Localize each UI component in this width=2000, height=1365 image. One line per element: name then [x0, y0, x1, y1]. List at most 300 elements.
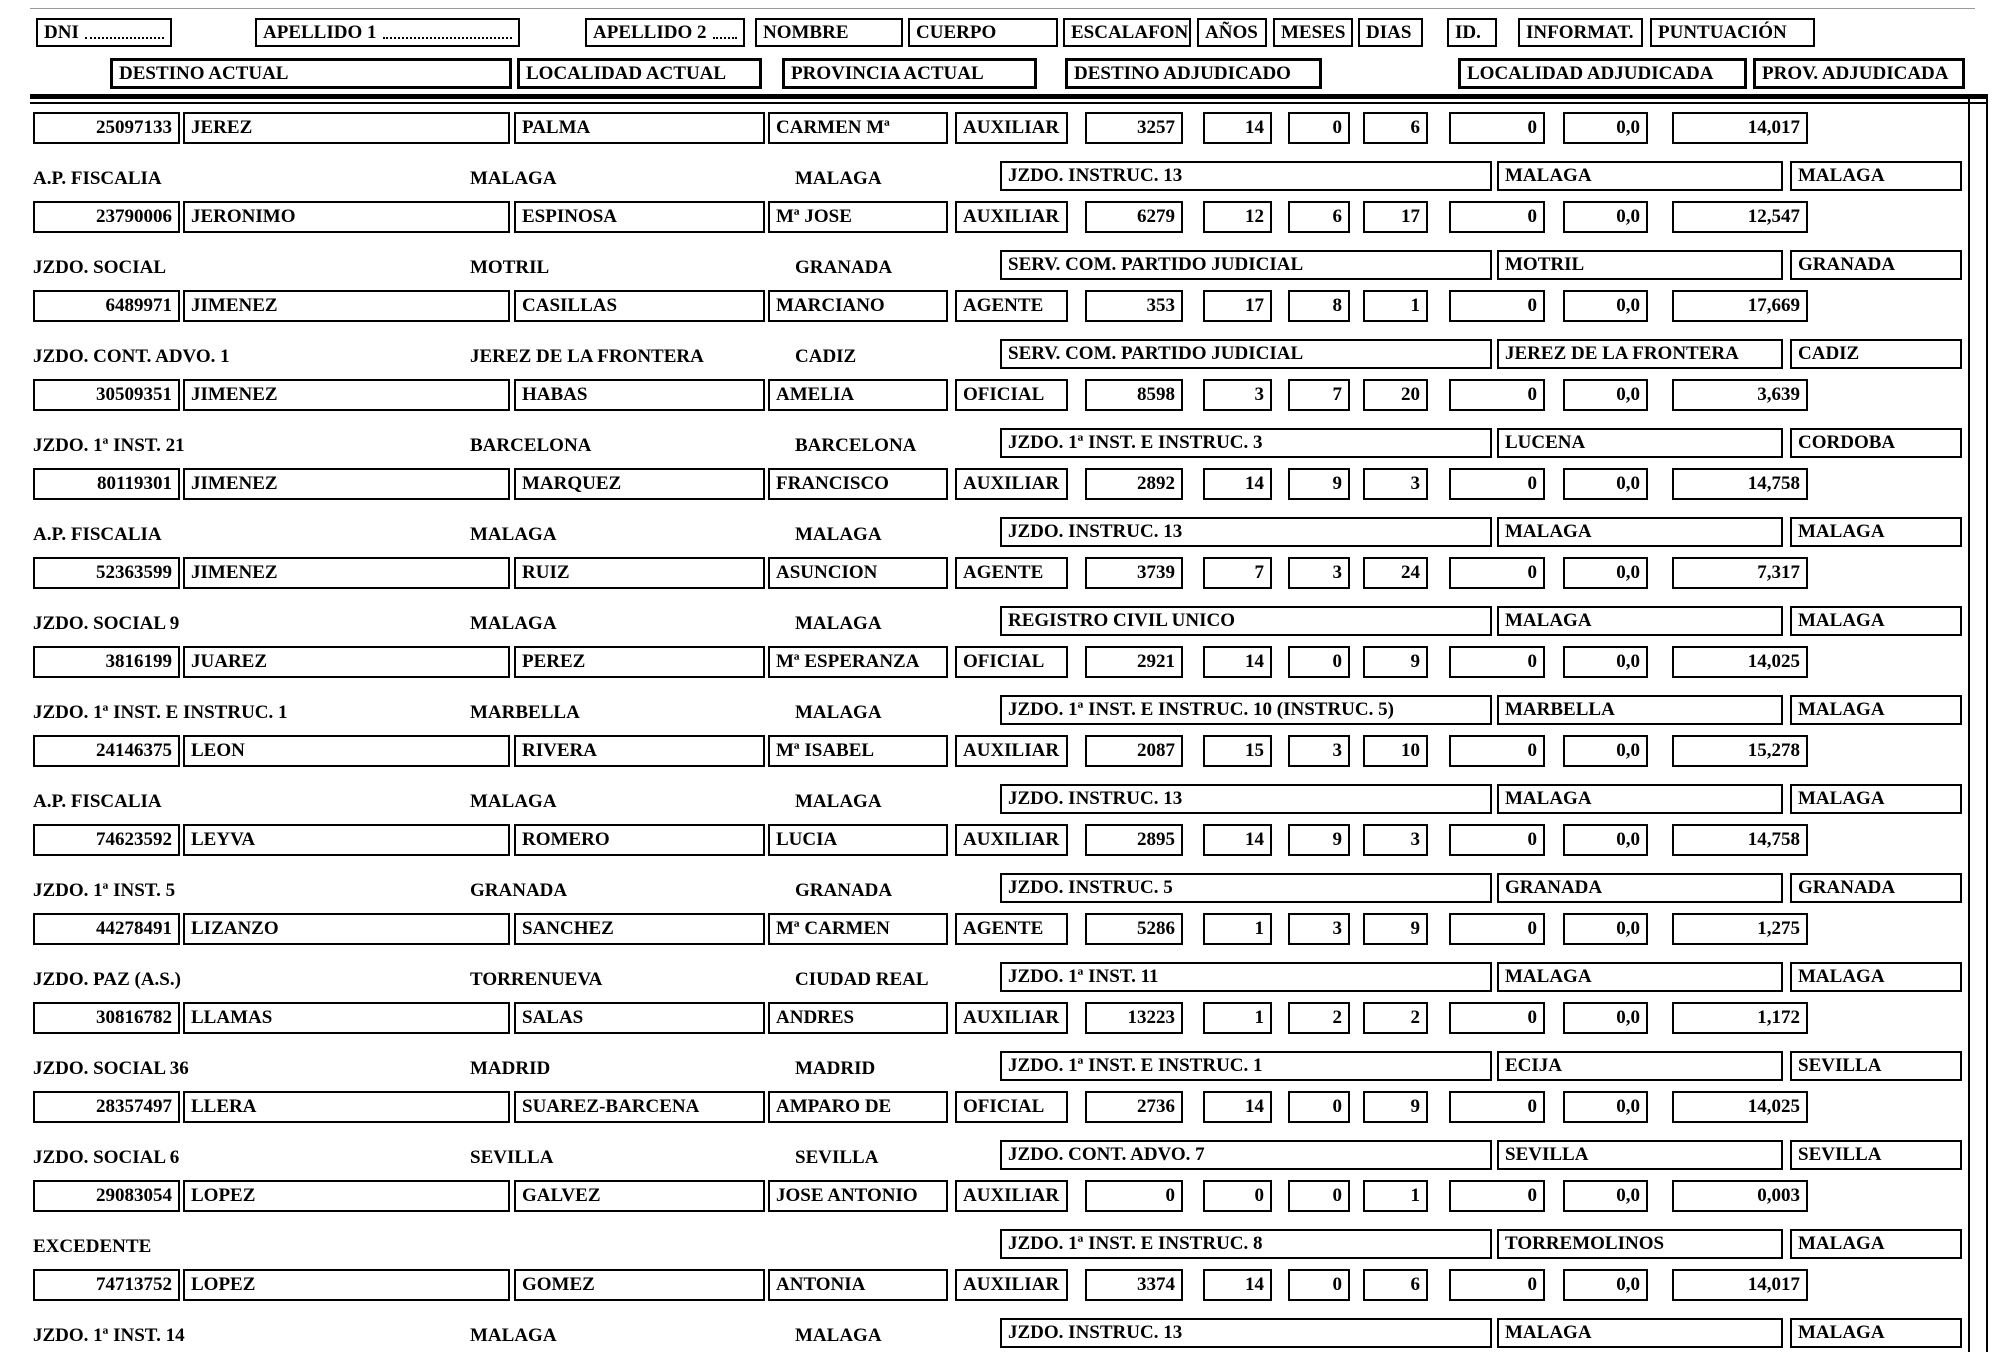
localidad-adjudicada-value: MOTRIL — [1497, 250, 1783, 280]
dni-value: 6489971 — [33, 290, 180, 322]
meses-value: 6 — [1288, 201, 1350, 233]
record-row — [0, 735, 2000, 824]
apellido1-value: LEYVA — [183, 824, 510, 856]
cuerpo-value: OFICIAL — [955, 646, 1068, 678]
nombre-value: LUCIA — [768, 824, 948, 856]
dotted-fill — [713, 26, 738, 40]
destino-actual-value: JZDO. SOCIAL — [33, 257, 167, 278]
informat-value: 0,0 — [1563, 290, 1648, 322]
destino-actual-value: A.P. FISCALIA — [33, 524, 162, 545]
record-row — [0, 1091, 2000, 1180]
provincia-actual-value: GRANADA — [795, 880, 893, 901]
header-escalafon — [1063, 18, 1191, 47]
apellido1-value: LLAMAS — [183, 1002, 510, 1034]
prov-adjudicada-value: MALAGA — [1790, 161, 1962, 191]
cuerpo-value: AUXILIAR — [955, 1002, 1068, 1034]
meses-value: 3 — [1288, 735, 1350, 767]
dni-value: 29083054 — [33, 1180, 180, 1212]
destino-actual-value: JZDO. PAZ (A.S.) — [33, 969, 181, 990]
escalafon-value: 3257 — [1085, 112, 1183, 144]
anos-value: 17 — [1203, 290, 1272, 322]
record-row — [0, 112, 2000, 201]
meses-value: 2 — [1288, 1002, 1350, 1034]
destino-actual-value: JZDO. CONT. ADVO. 1 — [33, 346, 230, 367]
id-value: 0 — [1449, 1269, 1545, 1301]
destino-adjudicado-value: JZDO. INSTRUC. 13 — [1000, 161, 1492, 191]
provincia-actual-value: MALAGA — [795, 524, 882, 545]
prov-adjudicada-value: GRANADA — [1790, 873, 1962, 903]
dias-value: 24 — [1363, 557, 1428, 589]
informat-value: 0,0 — [1563, 735, 1648, 767]
meses-value: 9 — [1288, 468, 1350, 500]
header-informat — [1518, 18, 1643, 47]
apellido2-value: MARQUEZ — [514, 468, 765, 500]
anos-value: 1 — [1203, 1002, 1272, 1034]
apellido2-value: PALMA — [514, 112, 765, 144]
dias-value: 3 — [1363, 824, 1428, 856]
destino-adjudicado-value: JZDO. INSTRUC. 13 — [1000, 1318, 1492, 1348]
escalafon-value: 2921 — [1085, 646, 1183, 678]
anos-value: 0 — [1203, 1180, 1272, 1212]
anos-value: 14 — [1203, 1091, 1272, 1123]
provincia-actual-value: MALAGA — [795, 613, 882, 634]
nombre-value: Mª JOSE — [768, 201, 948, 233]
informat-value: 0,0 — [1563, 1180, 1648, 1212]
informat-value: 0,0 — [1563, 112, 1648, 144]
provincia-actual-value: MALAGA — [795, 168, 882, 189]
header-meses-label: MESES — [1281, 21, 1346, 43]
header-dias — [1358, 18, 1423, 47]
dias-value: 17 — [1363, 201, 1428, 233]
dias-value: 1 — [1363, 1180, 1428, 1212]
cuerpo-value: OFICIAL — [955, 379, 1068, 411]
meses-value: 3 — [1288, 913, 1350, 945]
destino-actual-value: JZDO. 1ª INST. 14 — [33, 1325, 185, 1346]
header-id-label: ID. — [1455, 21, 1481, 43]
localidad-actual-value: JEREZ DE LA FRONTERA — [470, 346, 704, 367]
provincia-actual-value — [795, 1232, 995, 1262]
header-meses — [1273, 18, 1353, 47]
id-value: 0 — [1449, 557, 1545, 589]
informat-value: 0,0 — [1563, 913, 1648, 945]
apellido1-value: LEON — [183, 735, 510, 767]
apellido1-value: JIMENEZ — [183, 379, 510, 411]
localidad-actual-value: MARBELLA — [470, 702, 580, 723]
record-row — [0, 1180, 2000, 1269]
dni-value: 30509351 — [33, 379, 180, 411]
nombre-value: FRANCISCO — [768, 468, 948, 500]
puntuacion-value: 14,025 — [1672, 1091, 1808, 1123]
localidad-adjudicada-value: SEVILLA — [1497, 1140, 1783, 1170]
prov-adjudicada-value: MALAGA — [1790, 1318, 1962, 1348]
page-top-rule — [30, 8, 1975, 9]
escalafon-value: 2892 — [1085, 468, 1183, 500]
dias-value: 10 — [1363, 735, 1428, 767]
puntuacion-value: 1,172 — [1672, 1002, 1808, 1034]
nombre-value: Mª CARMEN — [768, 913, 948, 945]
apellido2-value: SALAS — [514, 1002, 765, 1034]
record-row — [0, 379, 2000, 468]
informat-value: 0,0 — [1563, 201, 1648, 233]
puntuacion-value: 14,017 — [1672, 1269, 1808, 1301]
prov-adjudicada-value: SEVILLA — [1790, 1051, 1962, 1081]
destino-adjudicado-value: SERV. COM. PARTIDO JUDICIAL — [1000, 339, 1492, 369]
puntuacion-value: 14,758 — [1672, 468, 1808, 500]
informat-value: 0,0 — [1563, 824, 1648, 856]
header-anos — [1197, 18, 1267, 47]
apellido2-value: GOMEZ — [514, 1269, 765, 1301]
cuerpo-value: AUXILIAR — [955, 824, 1068, 856]
meses-value: 0 — [1288, 646, 1350, 678]
nombre-value: Mª ISABEL — [768, 735, 948, 767]
localidad-actual-value: GRANADA — [470, 880, 568, 901]
puntuacion-value: 1,275 — [1672, 913, 1808, 945]
apellido1-value: LIZANZO — [183, 913, 510, 945]
apellido1-value: LOPEZ — [183, 1180, 510, 1212]
cuerpo-value: AUXILIAR — [955, 112, 1068, 144]
provincia-actual-value: SEVILLA — [795, 1147, 879, 1168]
header-separator-thin-rule — [30, 102, 1988, 104]
cuerpo-value: AGENTE — [955, 557, 1068, 589]
apellido1-value: JIMENEZ — [183, 557, 510, 589]
localidad-actual-value: MADRID — [470, 1058, 551, 1079]
header-dni-label: DNI — [44, 21, 79, 43]
destino-actual-value: JZDO. SOCIAL 9 — [33, 613, 180, 634]
record-row — [0, 290, 2000, 379]
record-row — [0, 1269, 2000, 1358]
destino-adjudicado-value: JZDO. CONT. ADVO. 7 — [1000, 1140, 1492, 1170]
apellido2-value: RUIZ — [514, 557, 765, 589]
prov-adjudicada-value: MALAGA — [1790, 962, 1962, 992]
localidad-adjudicada-value: JEREZ DE LA FRONTERA — [1497, 339, 1783, 369]
informat-value: 0,0 — [1563, 379, 1648, 411]
record-row — [0, 824, 2000, 913]
dni-value: 80119301 — [33, 468, 180, 500]
provincia-actual-value: CIUDAD REAL — [795, 969, 929, 990]
dias-value: 3 — [1363, 468, 1428, 500]
apellido2-value: SANCHEZ — [514, 913, 765, 945]
cuerpo-value: AGENTE — [955, 290, 1068, 322]
dni-value: 25097133 — [33, 112, 180, 144]
escalafon-value: 5286 — [1085, 913, 1183, 945]
informat-value: 0,0 — [1563, 1269, 1648, 1301]
header-nombre-label: NOMBRE — [763, 21, 849, 43]
localidad-actual-value: MOTRIL — [470, 257, 550, 278]
dni-value: 23790006 — [33, 201, 180, 233]
meses-value: 0 — [1288, 112, 1350, 144]
header-provincia-actual: PROVINCIA ACTUAL — [782, 58, 1037, 89]
provincia-actual-value: MALAGA — [795, 791, 882, 812]
informat-value: 0,0 — [1563, 1002, 1648, 1034]
prov-adjudicada-value: CADIZ — [1790, 339, 1962, 369]
header-apellido2 — [585, 18, 745, 47]
provincia-actual-value: MADRID — [795, 1058, 876, 1079]
cuerpo-value: AGENTE — [955, 913, 1068, 945]
meses-value: 0 — [1288, 1180, 1350, 1212]
apellido2-value: HABAS — [514, 379, 765, 411]
localidad-adjudicada-value: MALAGA — [1497, 784, 1783, 814]
localidad-adjudicada-value: GRANADA — [1497, 873, 1783, 903]
cuerpo-value: OFICIAL — [955, 1091, 1068, 1123]
apellido2-value: GALVEZ — [514, 1180, 765, 1212]
meses-value: 0 — [1288, 1269, 1350, 1301]
dotted-fill — [85, 26, 164, 40]
localidad-actual-value: MALAGA — [470, 791, 557, 812]
id-value: 0 — [1449, 1002, 1545, 1034]
nombre-value: ASUNCION — [768, 557, 948, 589]
informat-value: 0,0 — [1563, 557, 1648, 589]
id-value: 0 — [1449, 468, 1545, 500]
destino-adjudicado-value: JZDO. INSTRUC. 13 — [1000, 517, 1492, 547]
id-value: 0 — [1449, 290, 1545, 322]
apellido1-value: JIMENEZ — [183, 468, 510, 500]
prov-adjudicada-value: MALAGA — [1790, 606, 1962, 636]
apellido1-value: JERONIMO — [183, 201, 510, 233]
anos-value: 14 — [1203, 112, 1272, 144]
id-value: 0 — [1449, 735, 1545, 767]
escalafon-value: 8598 — [1085, 379, 1183, 411]
localidad-actual-value: MALAGA — [470, 168, 557, 189]
informat-value: 0,0 — [1563, 1091, 1648, 1123]
header-anos-label: AÑOS — [1205, 21, 1258, 43]
localidad-actual-value: BARCELONA — [470, 435, 592, 456]
dias-value: 1 — [1363, 290, 1428, 322]
header-prov-adjudicada: PROV. ADJUDICADA — [1753, 58, 1965, 89]
meses-value: 3 — [1288, 557, 1350, 589]
meses-value: 9 — [1288, 824, 1350, 856]
anos-value: 12 — [1203, 201, 1272, 233]
puntuacion-value: 14,017 — [1672, 112, 1808, 144]
puntuacion-value: 12,547 — [1672, 201, 1808, 233]
dias-value: 9 — [1363, 646, 1428, 678]
prov-adjudicada-value: MALAGA — [1790, 517, 1962, 547]
meses-value: 7 — [1288, 379, 1350, 411]
record-row — [0, 468, 2000, 557]
dias-value: 6 — [1363, 1269, 1428, 1301]
destino-adjudicado-value: JZDO. 1ª INST. E INSTRUC. 8 — [1000, 1229, 1492, 1259]
provincia-actual-value: MALAGA — [795, 702, 882, 723]
apellido1-value: LOPEZ — [183, 1269, 510, 1301]
puntuacion-value: 14,758 — [1672, 824, 1808, 856]
informat-value: 0,0 — [1563, 646, 1648, 678]
puntuacion-value: 17,669 — [1672, 290, 1808, 322]
dni-value: 44278491 — [33, 913, 180, 945]
nombre-value: Mª ESPERANZA — [768, 646, 948, 678]
header-dni — [36, 18, 172, 47]
anos-value: 14 — [1203, 468, 1272, 500]
header-cuerpo-label: CUERPO — [916, 21, 997, 43]
provincia-actual-value: BARCELONA — [795, 435, 917, 456]
apellido1-value: LLERA — [183, 1091, 510, 1123]
nombre-value: CARMEN Mª — [768, 112, 948, 144]
anos-value: 14 — [1203, 824, 1272, 856]
header-puntuacion-label: PUNTUACIÓN — [1658, 21, 1787, 43]
header-apellido1-label: APELLIDO 1 — [263, 21, 377, 43]
puntuacion-value: 14,025 — [1672, 646, 1808, 678]
record-row — [0, 913, 2000, 1002]
prov-adjudicada-value: GRANADA — [1790, 250, 1962, 280]
apellido2-value: SUAREZ-BARCENA — [514, 1091, 765, 1123]
puntuacion-value: 3,639 — [1672, 379, 1808, 411]
localidad-adjudicada-value: ECIJA — [1497, 1051, 1783, 1081]
provincia-actual-value: GRANADA — [795, 257, 893, 278]
localidad-adjudicada-value: MALAGA — [1497, 1318, 1783, 1348]
id-value: 0 — [1449, 112, 1545, 144]
destino-actual-value: A.P. FISCALIA — [33, 791, 162, 812]
id-value: 0 — [1449, 1180, 1545, 1212]
header-apellido2-label: APELLIDO 2 — [593, 21, 707, 43]
header-localidad-actual: LOCALIDAD ACTUAL — [517, 58, 762, 89]
record-row — [0, 646, 2000, 735]
localidad-adjudicada-value: MALAGA — [1497, 517, 1783, 547]
prov-adjudicada-value: MALAGA — [1790, 695, 1962, 725]
localidad-actual-value: MALAGA — [470, 524, 557, 545]
nombre-value: MARCIANO — [768, 290, 948, 322]
prov-adjudicada-value: MALAGA — [1790, 784, 1962, 814]
destino-actual-value: JZDO. 1ª INST. E INSTRUC. 1 — [33, 702, 288, 723]
dias-value: 6 — [1363, 112, 1428, 144]
anos-value: 14 — [1203, 1269, 1272, 1301]
nombre-value: ANDRES — [768, 1002, 948, 1034]
destino-adjudicado-value: JZDO. INSTRUC. 5 — [1000, 873, 1492, 903]
destino-actual-value: JZDO. SOCIAL 36 — [33, 1058, 189, 1079]
destino-actual-value: EXCEDENTE — [33, 1236, 152, 1257]
anos-value: 14 — [1203, 646, 1272, 678]
nombre-value: AMELIA — [768, 379, 948, 411]
escalafon-value: 2087 — [1085, 735, 1183, 767]
meses-value: 0 — [1288, 1091, 1350, 1123]
header-destino-actual: DESTINO ACTUAL — [110, 58, 512, 89]
header-localidad-adjudicada: LOCALIDAD ADJUDICADA — [1458, 58, 1747, 89]
dni-value: 30816782 — [33, 1002, 180, 1034]
header-id — [1447, 18, 1497, 47]
header-cuerpo — [908, 18, 1058, 47]
cuerpo-value: AUXILIAR — [955, 468, 1068, 500]
header-separator-thick-rule — [30, 94, 1988, 99]
provincia-actual-value: MALAGA — [795, 1325, 882, 1346]
meses-value: 8 — [1288, 290, 1350, 322]
prov-adjudicada-value: MALAGA — [1790, 1229, 1962, 1259]
provincia-actual-value: CADIZ — [795, 346, 857, 367]
dias-value: 9 — [1363, 1091, 1428, 1123]
id-value: 0 — [1449, 379, 1545, 411]
record-row — [0, 201, 2000, 290]
localidad-actual-value — [470, 1232, 790, 1262]
header-escalafon-label: ESCALAFON — [1071, 21, 1189, 43]
dni-value: 74623592 — [33, 824, 180, 856]
dni-value: 28357497 — [33, 1091, 180, 1123]
header-dias-label: DIAS — [1366, 21, 1412, 43]
cuerpo-value: AUXILIAR — [955, 1269, 1068, 1301]
nombre-value: ANTONIA — [768, 1269, 948, 1301]
localidad-actual-value: MALAGA — [470, 613, 557, 634]
records-container — [0, 112, 2000, 1358]
header-apellido1 — [255, 18, 520, 47]
localidad-adjudicada-value: TORREMOLINOS — [1497, 1229, 1783, 1259]
nombre-value: JOSE ANTONIO — [768, 1180, 948, 1212]
anos-value: 7 — [1203, 557, 1272, 589]
id-value: 0 — [1449, 913, 1545, 945]
informat-value: 0,0 — [1563, 468, 1648, 500]
apellido2-value: RIVERA — [514, 735, 765, 767]
id-value: 0 — [1449, 646, 1545, 678]
destino-adjudicado-value: JZDO. 1ª INST. E INSTRUC. 1 — [1000, 1051, 1492, 1081]
dni-value: 3816199 — [33, 646, 180, 678]
escalafon-value: 2895 — [1085, 824, 1183, 856]
dni-value: 74713752 — [33, 1269, 180, 1301]
destino-actual-value: JZDO. 1ª INST. 21 — [33, 435, 185, 456]
header-informat-label: INFORMAT. — [1526, 21, 1634, 43]
apellido1-value: JEREZ — [183, 112, 510, 144]
localidad-actual-value: MALAGA — [470, 1325, 557, 1346]
dni-value: 52363599 — [33, 557, 180, 589]
header-nombre — [755, 18, 903, 47]
cuerpo-value: AUXILIAR — [955, 735, 1068, 767]
localidad-adjudicada-value: LUCENA — [1497, 428, 1783, 458]
dni-value: 24146375 — [33, 735, 180, 767]
apellido2-value: ESPINOSA — [514, 201, 765, 233]
destino-adjudicado-value: JZDO. 1ª INST. E INSTRUC. 10 (INSTRUC. 5) — [1000, 695, 1492, 725]
destino-actual-value: A.P. FISCALIA — [33, 168, 162, 189]
record-row — [0, 557, 2000, 646]
destino-adjudicado-value: JZDO. 1ª INST. E INSTRUC. 3 — [1000, 428, 1492, 458]
puntuacion-value: 0,003 — [1672, 1180, 1808, 1212]
localidad-actual-value: SEVILLA — [470, 1147, 554, 1168]
escalafon-value: 2736 — [1085, 1091, 1183, 1123]
apellido2-value: CASILLAS — [514, 290, 765, 322]
escalafon-value: 3739 — [1085, 557, 1183, 589]
dias-value: 2 — [1363, 1002, 1428, 1034]
puntuacion-value: 15,278 — [1672, 735, 1808, 767]
localidad-adjudicada-value: MALAGA — [1497, 161, 1783, 191]
anos-value: 15 — [1203, 735, 1272, 767]
header-destino-adjudicado: DESTINO ADJUDICADO — [1065, 58, 1322, 89]
destino-adjudicado-value: REGISTRO CIVIL UNICO — [1000, 606, 1492, 636]
apellido1-value: JUAREZ — [183, 646, 510, 678]
destino-actual-value: JZDO. 1ª INST. 5 — [33, 880, 176, 901]
destino-adjudicado-value: JZDO. 1ª INST. 11 — [1000, 962, 1492, 992]
localidad-adjudicada-value: MARBELLA — [1497, 695, 1783, 725]
anos-value: 1 — [1203, 913, 1272, 945]
dotted-fill — [383, 26, 513, 40]
cuerpo-value: AUXILIAR — [955, 1180, 1068, 1212]
dias-value: 20 — [1363, 379, 1428, 411]
prov-adjudicada-value: SEVILLA — [1790, 1140, 1962, 1170]
record-row — [0, 1002, 2000, 1091]
dias-value: 9 — [1363, 913, 1428, 945]
escalafon-value: 3374 — [1085, 1269, 1183, 1301]
prov-adjudicada-value: CORDOBA — [1790, 428, 1962, 458]
anos-value: 3 — [1203, 379, 1272, 411]
destino-adjudicado-value: JZDO. INSTRUC. 13 — [1000, 784, 1492, 814]
apellido2-value: ROMERO — [514, 824, 765, 856]
id-value: 0 — [1449, 201, 1545, 233]
escalafon-value: 6279 — [1085, 201, 1183, 233]
cuerpo-value: AUXILIAR — [955, 201, 1068, 233]
apellido2-value: PEREZ — [514, 646, 765, 678]
destino-adjudicado-value: SERV. COM. PARTIDO JUDICIAL — [1000, 250, 1492, 280]
escalafon-value: 13223 — [1085, 1002, 1183, 1034]
puntuacion-value: 7,317 — [1672, 557, 1808, 589]
destino-actual-value: JZDO. SOCIAL 6 — [33, 1147, 180, 1168]
id-value: 0 — [1449, 1091, 1545, 1123]
localidad-adjudicada-value: MALAGA — [1497, 962, 1783, 992]
escalafon-value: 0 — [1085, 1180, 1183, 1212]
nombre-value: AMPARO DE — [768, 1091, 948, 1123]
escalafon-value: 353 — [1085, 290, 1183, 322]
localidad-adjudicada-value: MALAGA — [1497, 606, 1783, 636]
header-puntuacion — [1650, 18, 1815, 47]
